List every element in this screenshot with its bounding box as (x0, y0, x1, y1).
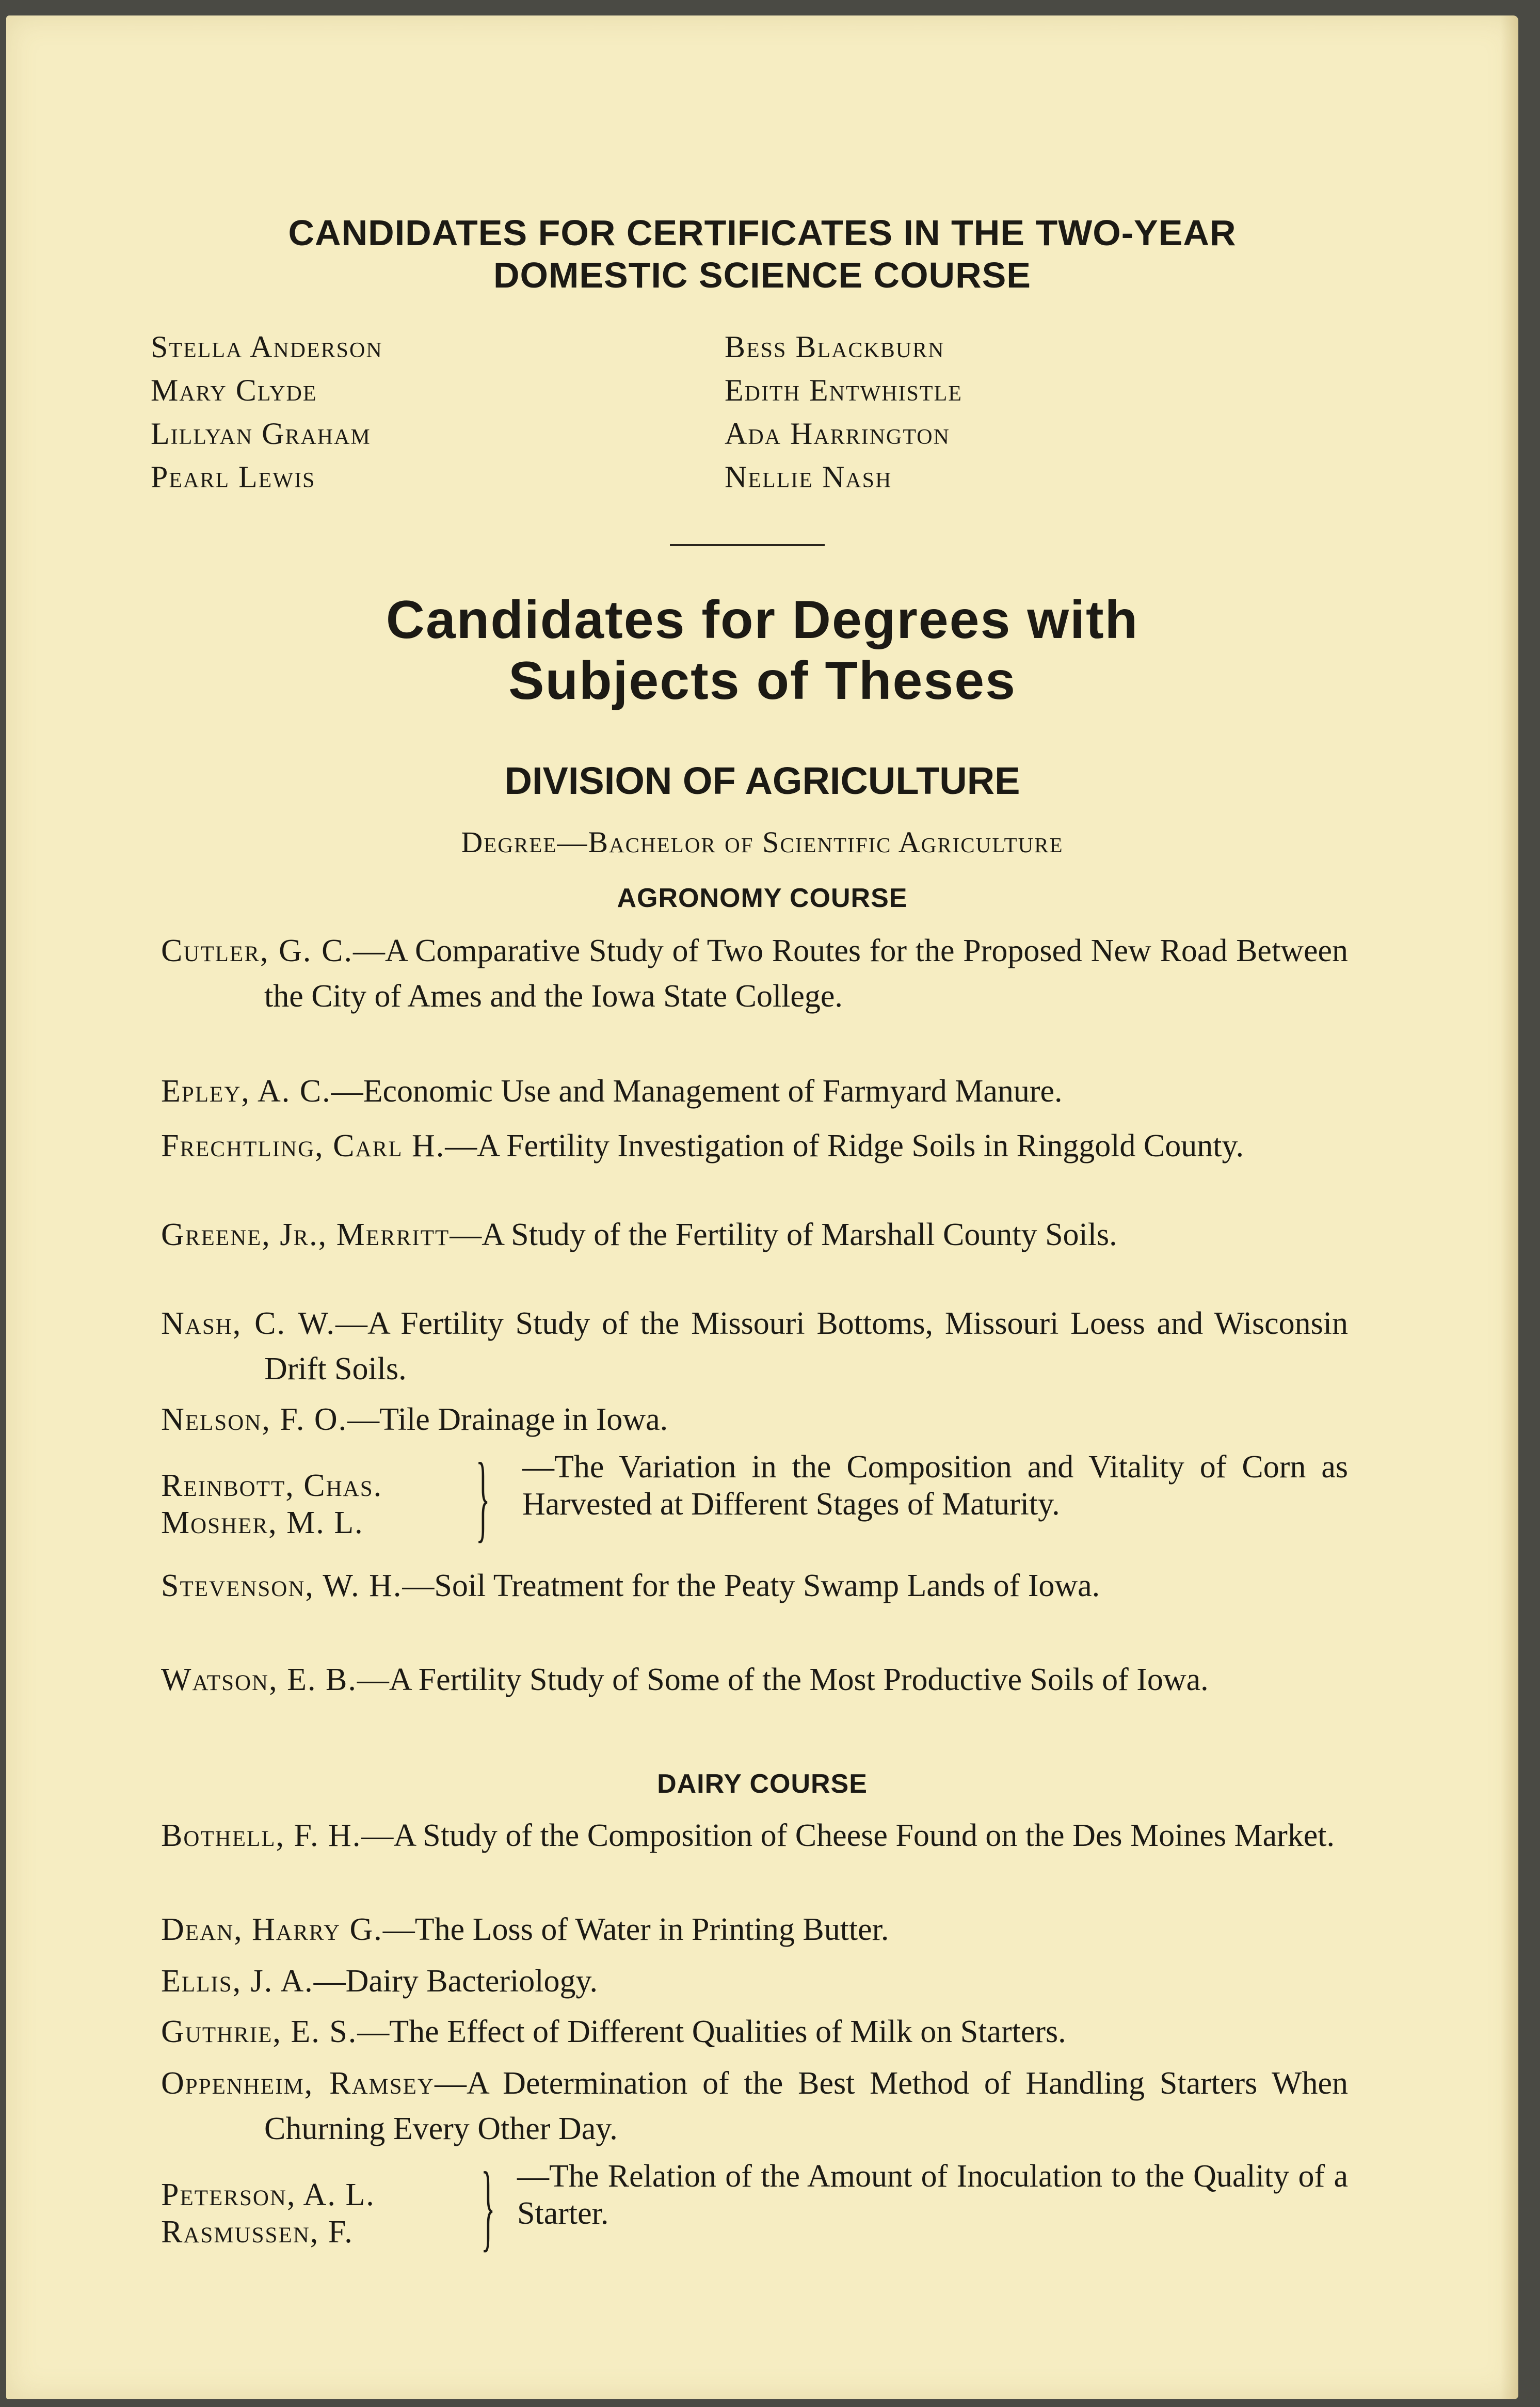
thesis-entry (161, 1069, 1348, 1114)
thesis-entry (161, 1301, 1348, 1392)
candidate-name: Pearl Lewis (151, 460, 316, 494)
degrees-title (6, 589, 1518, 711)
joint-thesis-entry (161, 2153, 1348, 2261)
thesis-title: —A Determination of the Best Method of Handling Starters When Churning Every Other Day. (264, 2066, 1348, 2146)
thesis-author: Peterson, A. L. (161, 2177, 375, 2212)
certificates-title-line1: CANDIDATES FOR CERTIFICATES IN THE TWO-YEAR (288, 213, 1237, 253)
thesis-author: Reinbott, Chas. (161, 1468, 383, 1503)
thesis-author: Rasmussen, F. (161, 2214, 354, 2250)
thesis-title: —The Effect of Different Qualities of Milk on Starters. (357, 2014, 1066, 2049)
thesis-author: Epley, A. C. (161, 1074, 331, 1109)
joint-thesis-entry (161, 1443, 1348, 1552)
certificate-names-left (151, 325, 383, 499)
candidate-name: Lillyan Graham (151, 417, 371, 451)
thesis-title: —A Fertility Study of the Missouri Bottoms, Missouri Loess and Wisconsin Drift Soils. (264, 1306, 1348, 1386)
thesis-title: —A Study of the Fertility of Marshall County Soils. (450, 1217, 1117, 1252)
thesis-entry (161, 1212, 1348, 1257)
thesis-entry (161, 1657, 1348, 1702)
thesis-title: —The Variation in the Composition and Vitality of Corn as Harvested at Different Stages of Maturity. (522, 1449, 1348, 1522)
joint-authors (161, 2176, 375, 2251)
degrees-title-line2: Subjects of Theses (508, 651, 1016, 711)
brace-icon: } (476, 1443, 490, 1552)
thesis-title: —Dairy Bacteriology. (313, 1964, 598, 1999)
thesis-author: Nelson, F. O. (161, 1402, 348, 1437)
thesis-title: —A Study of the Composition of Cheese Found on the Des Moines Market. (361, 1818, 1335, 1853)
thesis-author: Ellis, J. A. (161, 1964, 314, 1999)
document-page (6, 15, 1518, 2399)
division-heading: DIVISION OF AGRICULTURE (504, 759, 1020, 802)
thesis-title: —A Comparative Study of Two Routes for the Proposed New Road Between the City of Ames and the Iowa State College. (264, 933, 1348, 1014)
certificates-title-line2: DOMESTIC SCIENCE COURSE (493, 255, 1031, 295)
dairy-course-heading: DAIRY COURSE (657, 1769, 868, 1799)
thesis-title: —Economic Use and Management of Farmyard Manure. (331, 1074, 1063, 1109)
candidate-name: Stella Anderson (151, 330, 383, 364)
thesis-author: Nash, C. W. (161, 1306, 335, 1341)
page-edge-shadow (1501, 15, 1518, 2399)
certificate-names-right (725, 325, 962, 499)
thesis-entry (161, 1958, 1348, 2004)
thesis-author: Bothell, F. H. (161, 1818, 362, 1853)
thesis-entry (161, 1907, 1348, 1952)
degree-heading: Degree—Bachelor of Scientific Agriculture (461, 825, 1064, 859)
thesis-title: —The Loss of Water in Printing Butter. (382, 1912, 889, 1947)
brace-icon: } (481, 2153, 495, 2261)
section-divider (670, 544, 825, 546)
thesis-entry (161, 928, 1348, 1019)
thesis-entry (161, 1123, 1348, 1169)
thesis-author: Cutler, G. C. (161, 933, 353, 968)
candidate-name: Bess Blackburn (725, 330, 945, 364)
thesis-author: Oppenheim, Ramsey (161, 2066, 435, 2101)
thesis-entry (161, 2009, 1348, 2054)
thesis-author: Stevenson, W. H. (161, 1568, 403, 1603)
candidate-name: Edith Entwhistle (725, 373, 962, 407)
agronomy-course-heading: AGRONOMY COURSE (617, 883, 908, 913)
thesis-entry (161, 2061, 1348, 2151)
joint-authors (161, 1467, 382, 1541)
thesis-title: —The Relation of the Amount of Inoculation to the Quality of a Starter. (517, 2159, 1348, 2231)
thesis-entry (161, 1397, 1348, 1442)
thesis-author: Guthrie, E. S. (161, 2014, 358, 2049)
thesis-author: Dean, Harry G. (161, 1912, 383, 1947)
candidate-name: Nellie Nash (725, 460, 892, 494)
thesis-author: Greene, Jr., Merritt (161, 1217, 450, 1252)
thesis-title: —A Fertility Study of Some of the Most Productive Soils of Iowa. (357, 1662, 1209, 1697)
thesis-author: Frechtling, Carl H. (161, 1128, 445, 1163)
thesis-title: —A Fertility Investigation of Ridge Soils in Ringgold County. (445, 1128, 1244, 1163)
thesis-title: —Soil Treatment for the Peaty Swamp Lands of Iowa. (402, 1568, 1100, 1603)
thesis-author: Watson, E. B. (161, 1662, 357, 1697)
thesis-entry (161, 1813, 1348, 1858)
candidate-name: Mary Clyde (151, 373, 317, 407)
thesis-entry (161, 1563, 1348, 1608)
thesis-title: —Tile Drainage in Iowa. (347, 1402, 668, 1437)
certificates-title (6, 212, 1518, 296)
degrees-title-line1: Candidates for Degrees with (386, 590, 1139, 650)
candidate-name: Ada Harrington (725, 417, 950, 451)
thesis-author: Mosher, M. L. (161, 1505, 364, 1540)
